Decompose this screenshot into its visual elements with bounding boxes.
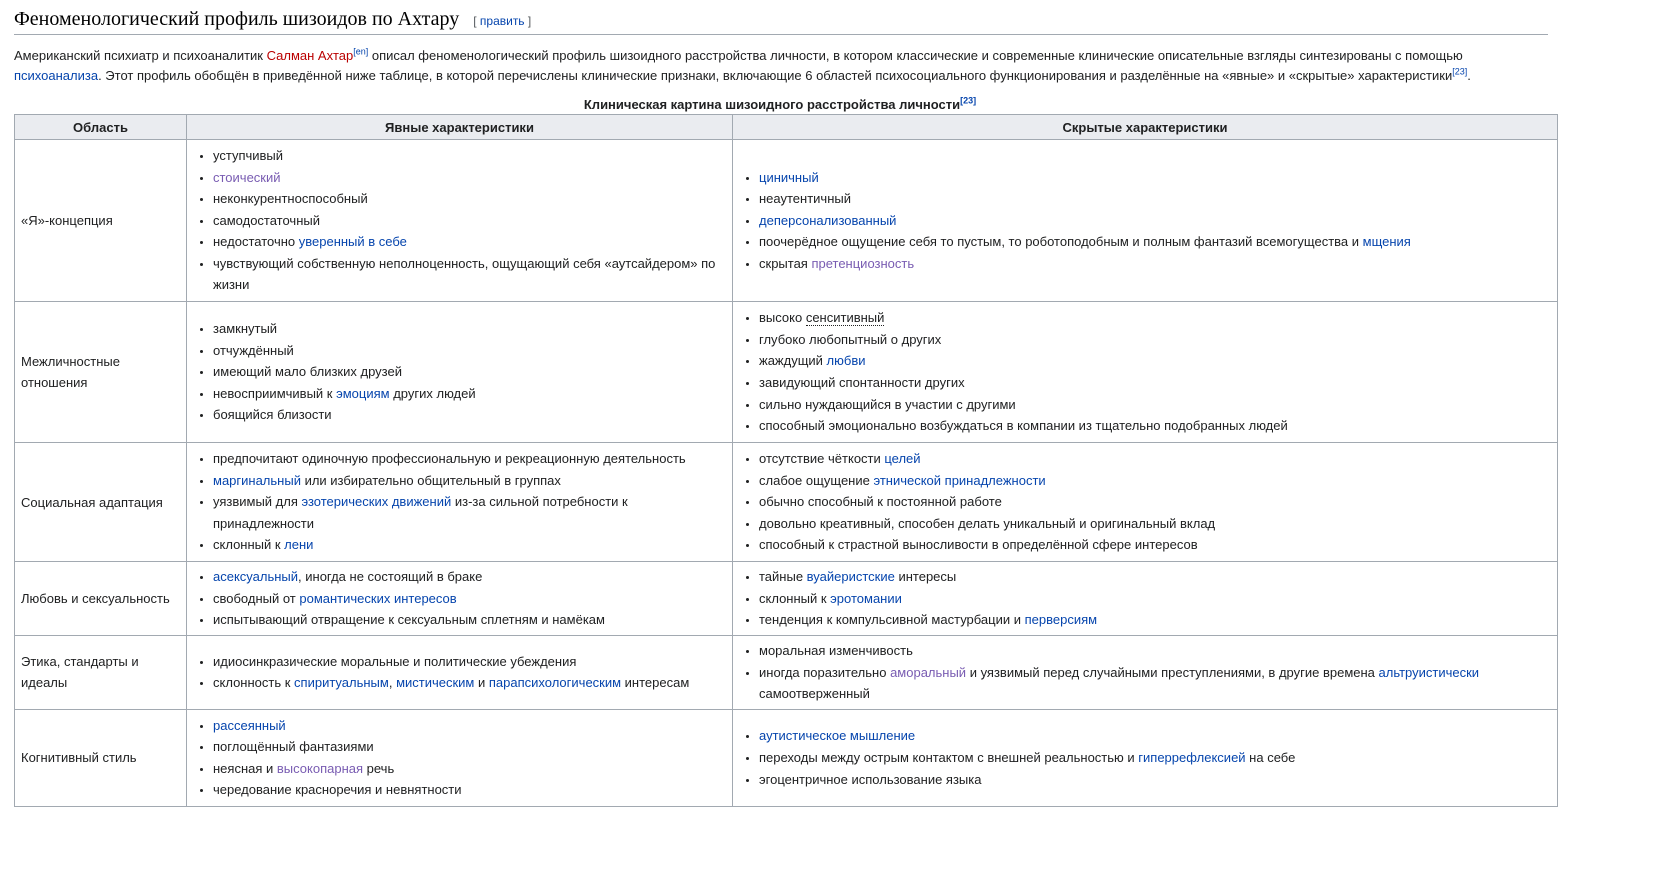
- link-stoic[interactable]: стоический: [213, 169, 281, 185]
- area-cell: Межличностные отношения: [15, 302, 187, 443]
- hidden-cell: [733, 562, 1558, 636]
- explicit-cell: [187, 443, 733, 562]
- area-cell: Когнитивный стиль: [15, 709, 187, 806]
- link-laziness[interactable]: лени: [284, 537, 314, 553]
- list-item: • способный к страстной выносливости в определённой сфере интересов: [759, 534, 1551, 556]
- list-item: • уступчивый: [213, 145, 726, 167]
- list-item: • чередование красноречия и невнятности: [213, 779, 726, 801]
- area-cell: Любовь и сексуальность: [15, 562, 187, 636]
- list-item: • тенденция к компульсивной мастурбации и перверсиям: [759, 609, 1551, 631]
- list-item: • уязвимый для эзотерических движений из-за сильной потребности к принадлежности: [213, 491, 726, 534]
- link-pretentiousness[interactable]: претенциозность: [811, 255, 915, 271]
- list-item: • сильно нуждающийся в участии с другими: [759, 394, 1551, 416]
- list-item: • идиосинкразические моральные и политические убеждения: [213, 651, 726, 673]
- list-item: • отсутствие чёткости целей: [759, 448, 1551, 470]
- link-emotions[interactable]: эмоциям: [336, 385, 390, 401]
- link-autistic-thinking[interactable]: аутистическое мышление: [759, 728, 916, 744]
- list-item: [759, 725, 1551, 747]
- table-row: [15, 302, 1558, 443]
- list-item: • эгоцентричное использование языка: [759, 769, 1551, 791]
- hidden-list: [739, 307, 1551, 437]
- link-marginal[interactable]: маргинальный: [213, 472, 301, 488]
- hidden-cell: [733, 636, 1558, 710]
- list-item: • поглощённый фантазиями: [213, 736, 726, 758]
- list-item: • поочерёдное ощущение себя то пустым, то роботоподобным и полным фантазий всемогущества и мщения: [759, 231, 1551, 253]
- edit-section: [ править ]: [473, 14, 532, 28]
- list-item: • жаждущий любви: [759, 350, 1551, 372]
- section-heading: Феноменологический профиль шизоидов по Ахтару: [14, 8, 460, 30]
- link-amoral[interactable]: аморальный: [890, 664, 967, 680]
- explicit-cell: [187, 636, 733, 710]
- table-row: [15, 709, 1558, 806]
- list-item: • иногда поразительно аморальный и уязвимый перед случайными преступлениями, в другие времена альтруистически самоотверженный: [759, 662, 1551, 705]
- header-area: Область: [15, 115, 187, 140]
- explicit-list: [193, 145, 726, 296]
- explicit-cell: [187, 302, 733, 443]
- table-row: [15, 140, 1558, 302]
- table-row: [15, 443, 1558, 562]
- list-item: • асексуальный, иногда не состоящий в браке: [213, 566, 726, 588]
- link-hyperreflexion[interactable]: гиперрефлексией: [1138, 749, 1246, 765]
- area-cell: «Я»-концепция: [15, 140, 187, 302]
- schizoid-profile-table: [14, 114, 1558, 807]
- hidden-list: [739, 448, 1551, 556]
- ref-link-23[interactable]: [23]: [1452, 66, 1468, 77]
- list-item: • неаутентичный: [759, 188, 1551, 210]
- abbr-sensitive: сенситивный: [805, 310, 885, 326]
- link-asexual[interactable]: асексуальный: [213, 569, 299, 585]
- list-item: • неконкурентноспособный: [213, 188, 726, 210]
- explicit-list: [193, 448, 726, 556]
- list-item: • высоко сенситивный: [759, 307, 1551, 329]
- link-cynical[interactable]: циничный: [759, 169, 819, 185]
- link-salman-akhtar[interactable]: Салман Ахтар: [266, 48, 354, 63]
- link-mystical[interactable]: мистическим: [396, 675, 475, 691]
- list-item: • маргинальный или избирательно общительный в группах: [213, 470, 726, 492]
- explicit-cell: [187, 140, 733, 302]
- hidden-cell: [733, 709, 1558, 806]
- link-altruistic[interactable]: альтруистически: [1378, 664, 1480, 680]
- edit-link[interactable]: править: [479, 14, 525, 28]
- list-item: • предпочитают одиночную профессиональную и рекреационную деятельность: [213, 448, 726, 470]
- list-item: • свободный от романтических интересов: [213, 588, 726, 610]
- list-item: • склонный к эротомании: [759, 588, 1551, 610]
- list-item: • переходы между острым контактом с внешней реальностью и гиперрефлексией на себе: [759, 747, 1551, 769]
- list-item: • склонный к лени: [213, 534, 726, 556]
- list-item: • моральная изменчивость: [759, 640, 1551, 662]
- explicit-list: [193, 566, 726, 631]
- explicit-list: [193, 715, 726, 801]
- link-self-confidence[interactable]: уверенный в себе: [298, 234, 407, 250]
- explicit-list: [193, 651, 726, 694]
- interlanguage-en: [353, 47, 368, 57]
- link-bombastic[interactable]: высокопарная: [276, 760, 364, 776]
- link-perversions[interactable]: перверсиям: [1024, 612, 1098, 628]
- section-heading-row: [14, 8, 1548, 35]
- hidden-cell: [733, 443, 1558, 562]
- header-hidden: Скрытые характеристики: [733, 115, 1558, 140]
- area-cell: Этика, стандарты и идеалы: [15, 636, 187, 710]
- link-en[interactable]: [en]: [353, 46, 369, 57]
- list-item: • глубоко любопытный о других: [759, 329, 1551, 351]
- link-ethnic-identity[interactable]: этнической принадлежности: [873, 472, 1046, 488]
- list-item: • довольно креативный, способен делать уникальный и оригинальный вклад: [759, 513, 1551, 535]
- list-item: • самодостаточный: [213, 210, 726, 232]
- list-item: • слабое ощущение этнической принадлежности: [759, 470, 1551, 492]
- list-item: • замкнутый: [213, 318, 726, 340]
- list-item: • обычно способный к постоянной работе: [759, 491, 1551, 513]
- link-parapsychological[interactable]: парапсихологическим: [488, 675, 622, 691]
- list-item: [213, 167, 726, 189]
- hidden-list: [739, 566, 1551, 631]
- list-item: • скрытая претенциозность: [759, 253, 1551, 275]
- list-item: [759, 167, 1551, 189]
- list-item: • тайные вуайеристские интересы: [759, 566, 1551, 588]
- link-voyeuristic[interactable]: вуайеристские: [806, 569, 895, 585]
- reference-23: [1452, 67, 1467, 77]
- link-absent-minded[interactable]: рассеянный: [213, 717, 286, 733]
- hidden-cell: [733, 140, 1558, 302]
- link-depersonalized[interactable]: деперсонализованный: [759, 212, 897, 228]
- link-romantic-interests[interactable]: романтических интересов: [299, 590, 457, 606]
- explicit-cell: [187, 562, 733, 636]
- table-row: [15, 562, 1558, 636]
- list-item: • неясная и высокопарная речь: [213, 758, 726, 780]
- explicit-cell: [187, 709, 733, 806]
- list-item: [759, 210, 1551, 232]
- link-esoteric-movements[interactable]: эзотерических движений: [301, 494, 452, 510]
- area-cell: Социальная адаптация: [15, 443, 187, 562]
- caption-ref-link[interactable]: [23]: [960, 95, 977, 106]
- list-item: • склонность к спиритуальным, мистическим и парапсихологическим интересам: [213, 672, 726, 694]
- list-item: • невосприимчивый к эмоциям других людей: [213, 383, 726, 405]
- hidden-list: [739, 640, 1551, 705]
- link-love[interactable]: любви: [826, 353, 866, 369]
- link-erotomania[interactable]: эротомании: [830, 590, 902, 606]
- table-header-row: [15, 115, 1558, 140]
- link-revenge[interactable]: мщения: [1362, 234, 1411, 250]
- list-item: • способный эмоционально возбуждаться в компании из тщательно подобранных людей: [759, 415, 1551, 437]
- hidden-cell: [733, 302, 1558, 443]
- list-item: • боящийся близости: [213, 404, 726, 426]
- hidden-list: [739, 725, 1551, 790]
- link-spiritual[interactable]: спиритуальным: [294, 675, 389, 691]
- list-item: • недостаточно уверенный в себе: [213, 231, 726, 253]
- list-item: [213, 715, 726, 737]
- list-item: • чувствующий собственную неполноценность, ощущающий себя «аутсайдером» по жизни: [213, 253, 726, 296]
- link-psychoanalysis[interactable]: психоанализа: [14, 68, 99, 83]
- list-item: • отчуждённый: [213, 340, 726, 362]
- list-item: • испытывающий отвращение к сексуальным сплетням и намёкам: [213, 609, 726, 631]
- hidden-list: [739, 167, 1551, 275]
- explicit-list: [193, 318, 726, 426]
- table-caption: Клиническая картина шизоидного расстройства личности[23]: [583, 95, 977, 112]
- link-goals[interactable]: целей: [884, 451, 921, 467]
- header-explicit: Явные характеристики: [187, 115, 733, 140]
- list-item: • завидующий спонтанности других: [759, 372, 1551, 394]
- intro-paragraph: Американский психиатр и психоаналитик Салман Ахтар[en] описал феноменологический профиль шизоидного расстройства личности, в котором классические и современные клинические описательные взгляды синтезированы с помощью психоанализа. Этот профиль обобщён в приведённой ниже таблице, в которой перечислены клинические признаки, включающие 6 областей психосоциального функционирования и разделённые на «явные» и «скрытые» характеристики[23].: [14, 46, 1471, 83]
- table-row: [15, 636, 1558, 710]
- list-item: • имеющий мало близких друзей: [213, 361, 726, 383]
